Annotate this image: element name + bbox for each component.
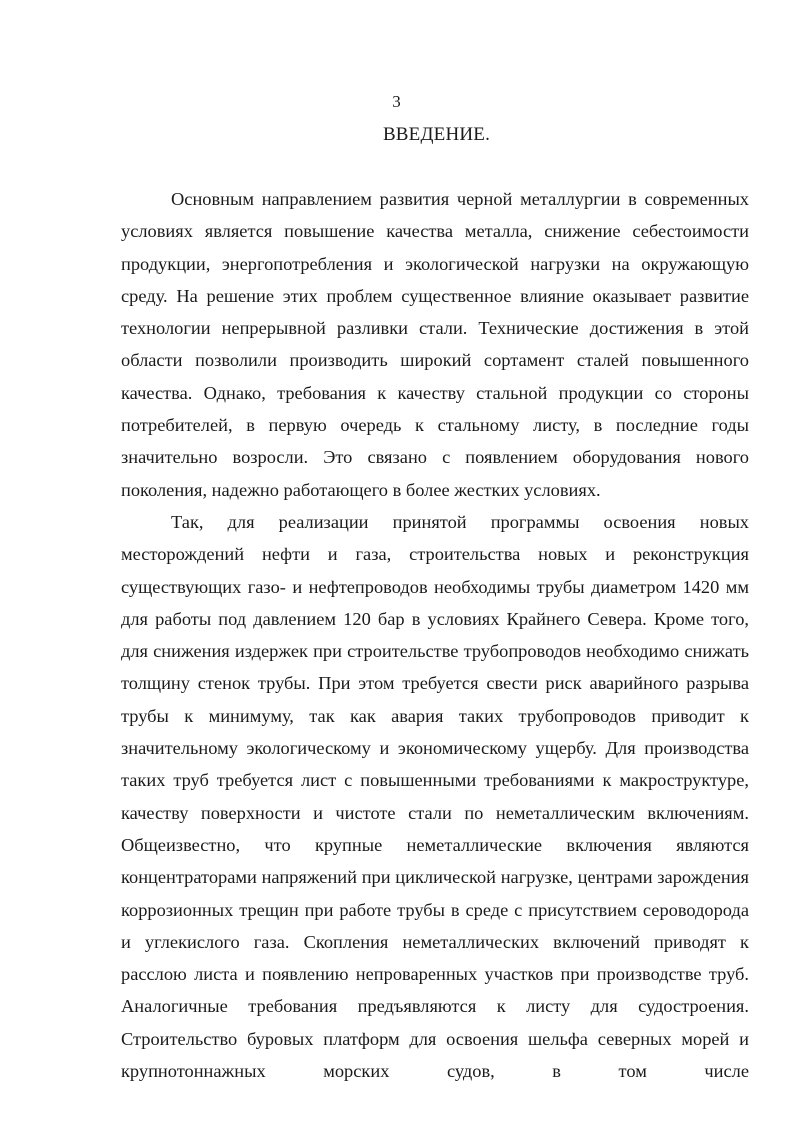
page-number: 3 bbox=[392, 92, 401, 111]
body-text bbox=[121, 183, 749, 1087]
paragraph-1: Основным направлением развития черной металлургии в современных условиях является повышение качества металла, снижение себестоимости продукции, энергопотребления и экологической нагрузки на окружающую среду. На решение этих проблем существенное влияние оказывает развитие технологии непрерывной разливки стали. Технические достижения в этой области позволили производить широкий сортамент сталей повышенного качества. Однако, требования к качеству стальной продукции со стороны потребителей, в первую очередь к стальному листу, в последние годы значительно возросли. Это связано с появлением оборудования нового поколения, надежно работающего в более жестких условиях. bbox=[121, 189, 749, 500]
section-title: ВВЕДЕНИЕ. bbox=[382, 124, 491, 145]
paragraph-2: Так, для реализации принятой программы освоения новых месторождений нефти и газа, строительства новых и реконструкция существующих газо- и нефтепроводов необходимы трубы диаметром 1420 мм для работы под давлением 120 бар в условиях Крайнего Севера. Кроме того, для снижения издержек при строительстве трубопроводов необходимо снижать толщину стенок трубы. При этом требуется свести риск аварийного разрыва трубы к минимуму, так как авария таких трубопроводов приводит к значительному экологическому и экономическому ущербу. Для производства таких труб требуется лист с повышенными требованиями к макроструктуре, качеству поверхности и чистоте стали по неметаллическим включениям. Общеизвестно, что крупные неметаллические включения являются концентраторами напряжений при циклической нагрузке, центрами зарождения коррозионных трещин при работе трубы в среде с присутствием сероводорода и углекислого газа. Скопления неметаллических включений приводят к расслою листа и появлению непроваренных участков при производстве труб. Аналогичные требования предъявляются к листу для судостроения. Строительство буровых платформ для освоения шельфа северных морей и крупнотоннажных морских судов, в том числе bbox=[121, 511, 749, 1082]
